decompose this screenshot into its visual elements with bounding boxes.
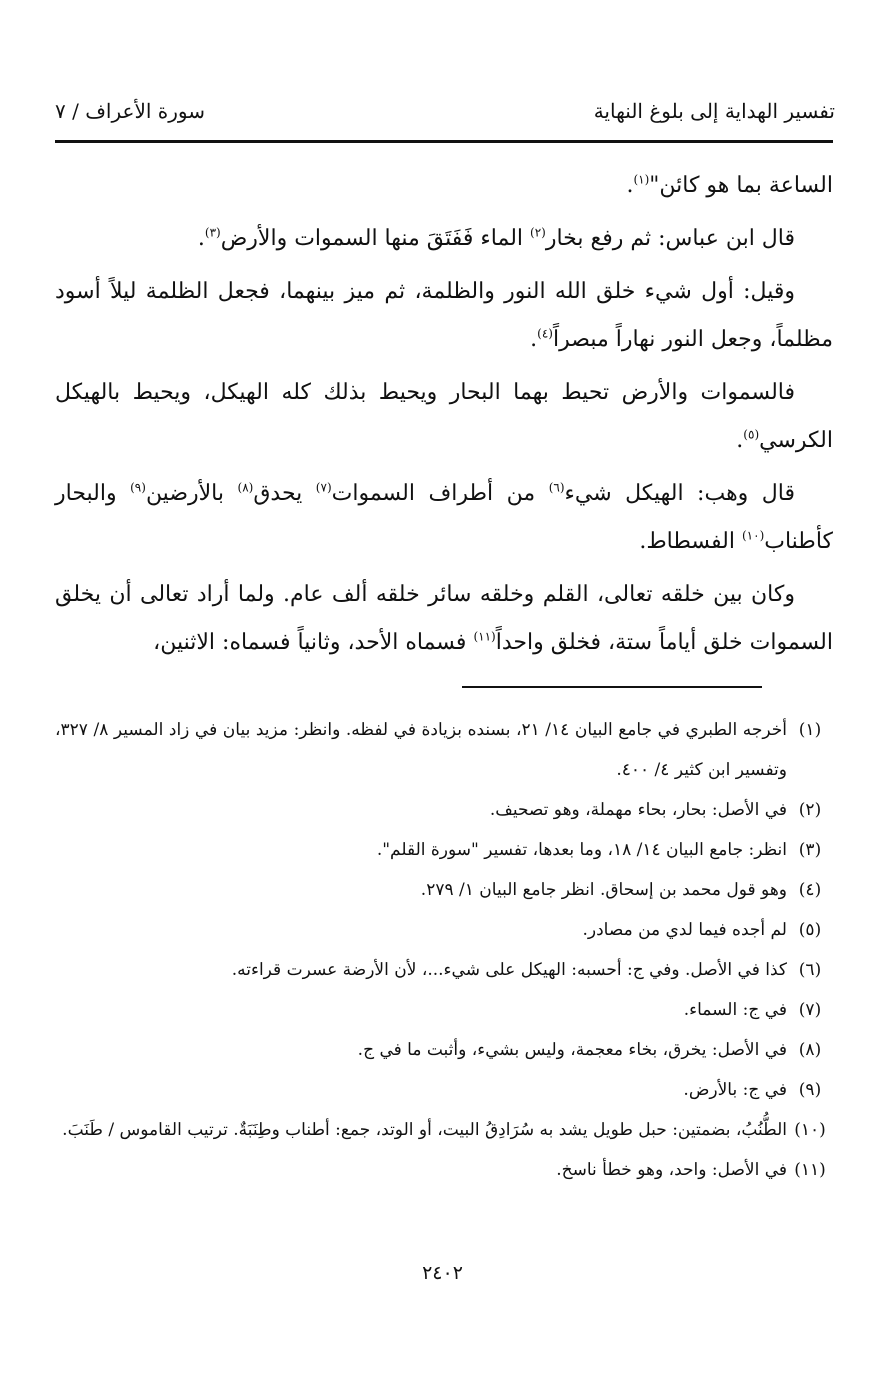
footnote-ref: (٧) xyxy=(315,480,332,495)
footnote-text: في الأصل: بحار، بحاء مهملة، وهو تصحيف. xyxy=(489,800,787,820)
footnote xyxy=(55,870,833,910)
footnote xyxy=(55,1150,833,1190)
header-divider xyxy=(55,140,833,143)
footnote xyxy=(55,990,833,1030)
paragraph: قال وهب: الهيكل شيء$^{(٦)}$ من أطراف السموات$^{(٧)}$ يحدق$^{(٨)}$ بالأرضين$^{(٩)}$ والبحار كأطناب$^{(١٠)}$ الفسطاط. xyxy=(55,480,833,554)
footnote xyxy=(55,1070,833,1110)
footnote xyxy=(55,1110,833,1150)
footnote-text: لم أجده فيما لدي من مصادر. xyxy=(582,920,787,940)
paragraph: الساعة بما هو كائن"$^{(١)}$. xyxy=(626,172,833,198)
paragraph: وقيل: أول شيء خلق الله النور والظلمة، ثم ميز بينهما، فجعل الظلمة ليلاً أسود مظلماً، وجعل النور نهاراً مبصراً$^{(٤)}$. xyxy=(55,279,833,352)
footnote-number: (٣) xyxy=(798,840,822,860)
footnote-ref: (١) xyxy=(633,172,650,187)
footnote-number: (٥) xyxy=(798,920,822,940)
footnote-ref: (٦) xyxy=(548,480,565,495)
footnote-text: انظر: جامع البيان ١٤/ ١٨، وما بعدها، تفسير "سورة القلم". xyxy=(376,840,787,860)
footnote-number: (٦) xyxy=(798,960,822,980)
footnote-number: (٤) xyxy=(798,880,822,900)
footnote-ref: (٣) xyxy=(204,225,221,240)
paragraph: وكان بين خلقه تعالى، القلم وخلقه سائر خلقه ألف عام. ولما أراد تعالى أن يخلق السموات خلق أياماً ستة، فخلق واحداً$^{(١١)}$ فسماه الأحد، وثانياً فسماه: الاثنين، xyxy=(55,582,833,655)
footnote-divider xyxy=(462,686,762,688)
footnote-text: في الأصل: واحد، وهو خطأ ناسخ. xyxy=(556,1160,787,1180)
surah-label: سورة الأعراف / ٧ xyxy=(55,99,206,123)
footnote-number: (٧) xyxy=(798,1000,822,1020)
footnote-text: أخرجه الطبري في جامع البيان ١٤/ ٢١، بسنده بزيادة في لفظه. وانظر: مزيد بيان في زاد المسير ٨/ ٣٢٧، وتفسير ابن كثير ٤/ ٤٠٠. xyxy=(55,720,787,780)
main-text xyxy=(55,162,833,672)
footnote-text: وهو قول محمد بن إسحاق. انظر جامع البيان ١/ ٢٧٩. xyxy=(420,880,787,900)
footnote-text: كذا في الأصل. وفي ج: أحسبه: الهيكل على شيء...، لأن الأرضة عسرت قراءته. xyxy=(231,960,787,980)
footnote-ref: (٩) xyxy=(130,480,146,495)
footnote-text: في ج: السماء. xyxy=(683,1000,787,1020)
footnote-text: في ج: بالأرض. xyxy=(683,1080,787,1100)
footnote xyxy=(55,790,833,830)
footnote-number: (٢) xyxy=(798,800,822,820)
footnote-text: الطُّنُبُ، بضمتين: حبل طويل يشد به سُرَادِقُ البيت، أو الوتد، جمع: أطناب وطِنَبَةٌ. ترتيب القاموس / طَنَبَ. xyxy=(62,1120,787,1140)
footnote-ref: (١٠) xyxy=(741,528,765,543)
footnote-number: (١٠) xyxy=(794,1120,826,1140)
footnotes xyxy=(55,710,833,1190)
footnote-ref: (٨) xyxy=(237,480,254,495)
footnote-ref: (٢) xyxy=(530,225,546,240)
paragraph: فالسموات والأرض تحيط بهما البحار ويحيط بذلك كله الهيكل، ويحيط بالهيكل الكرسي$^{(٥)}$. xyxy=(55,380,833,453)
paragraph: قال ابن عباس: ثم رفع بخار$^{(٢)}$ الماء فَفَتَقَ منها السموات والأرض$^{(٣)}$. xyxy=(197,225,795,251)
footnote-ref: (٥) xyxy=(743,427,760,442)
footnote-number: (١) xyxy=(798,720,822,740)
footnote xyxy=(55,830,833,870)
footnote-text: في الأصل: يخرق، بخاء معجمة، وليس بشيء، وأثبت ما في ج. xyxy=(357,1040,787,1060)
book-title: تفسير الهداية إلى بلوغ النهاية xyxy=(593,99,835,123)
footnote xyxy=(55,710,833,790)
footnote xyxy=(55,910,833,950)
footnote-number: (٨) xyxy=(798,1040,822,1060)
running-header xyxy=(55,98,835,124)
footnote-ref: (٤) xyxy=(537,326,553,341)
footnote-number: (٩) xyxy=(798,1080,822,1100)
footnote-ref: (١١) xyxy=(473,629,496,644)
footnote-number: (١١) xyxy=(794,1160,826,1180)
page-number: ٢٤٠٢ xyxy=(422,1262,463,1284)
footnote xyxy=(55,950,833,990)
footnote xyxy=(55,1030,833,1070)
